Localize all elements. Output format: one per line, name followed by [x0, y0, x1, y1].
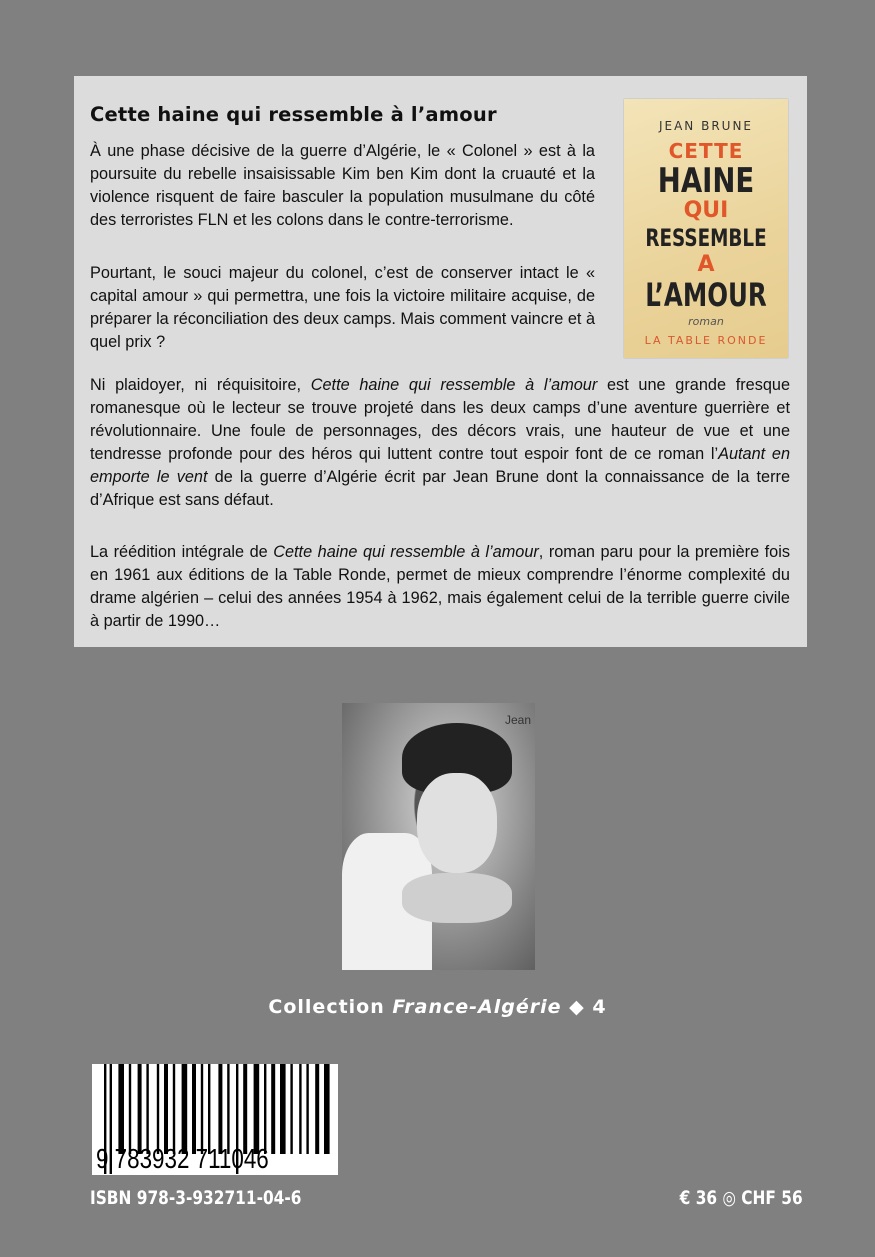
cover-line: A: [697, 252, 715, 277]
original-cover-image: [624, 99, 788, 358]
text: est une grande fresque romanesque où le lecteur se trouve projeté dans les deux camps d’une aventure guerrière et révolutionnaire. Une foule de personnages, des décors vrais, une hauteur de vue et une tendresse profonde pour des héros qui luttent contre tout espoir font de ce roman l’: [90, 376, 791, 463]
barcode-bar: [324, 1064, 330, 1154]
photo-caption: Jean: [504, 713, 531, 727]
cover-publisher: LA TABLE RONDE: [644, 334, 768, 347]
paragraph-2: Pourtant, le souci majeur du colonel, c’est de conserver intact le « capital amour » qui permettra, une fois la victoire militaire acquise, de préparer la réconciliation des deux camps. Mais comment vaincre et à quel prix ?: [90, 264, 595, 351]
cover-line: HAINE: [657, 161, 755, 201]
barcode-bar: [218, 1064, 222, 1154]
text: , roman paru pour la première fois en 1961 aux éditions de la Table Ronde, permet de mieux comprendre l’énorme complexité du drame algérien – celui des années 1954 à 1962, mais également celui de la terrible guerre civile à partir de 1990…: [90, 543, 790, 630]
paragraph-1: À une phase décisive de la guerre d’Algérie, le « Colonel » est à la poursuite du rebelle insaisissable Kim ben Kim dont la cruauté et la violence risquent de faire basculer la population musulmane du côté des terroristes FLN et les colons dans le contre-terrorisme.: [90, 142, 595, 229]
diamond-icon: ◆: [561, 996, 593, 1018]
collection-prefix: Collection: [268, 996, 393, 1018]
author-photo: [342, 703, 535, 970]
italic-title: Cette haine qui ressemble à l’amour: [310, 376, 598, 394]
barcode-bar: [254, 1064, 260, 1154]
barcode-bar: [208, 1064, 210, 1154]
book-title: Cette haine qui ressemble à l’amour: [90, 103, 497, 126]
barcode-bar: [164, 1064, 168, 1154]
italic-title: Cette haine qui ressemble à l’amour: [273, 543, 539, 561]
barcode-bar: [146, 1064, 148, 1154]
barcode-digits: 9 783932 711046: [96, 1143, 269, 1174]
barcode-bar: [201, 1064, 203, 1154]
barcode-bar: [227, 1064, 229, 1154]
text: de la guerre d’Algérie écrit par Jean Brune dont la connaissance de la terre d’Afrique est sans défaut.: [90, 468, 790, 509]
cover-author: JEAN BRUNE: [658, 119, 754, 133]
cover-line: RESSEMBLE: [645, 224, 767, 252]
barcode-bar: [192, 1064, 196, 1154]
barcode: [92, 1064, 338, 1175]
barcode-bar: [173, 1064, 175, 1154]
cover-genre: roman: [688, 315, 724, 328]
barcode-bar: [243, 1064, 247, 1154]
text: La réédition intégrale de: [90, 543, 274, 561]
cover-line: L’AMOUR: [645, 276, 767, 314]
barcode-bar: [182, 1064, 188, 1154]
barcode-bar: [280, 1064, 286, 1154]
barcode-bar: [315, 1064, 319, 1154]
italic-title: Autant en emporte le vent: [90, 445, 790, 486]
collection-name: France-Algérie: [392, 996, 562, 1018]
paragraph-3: [90, 374, 790, 512]
barcode-bar: [138, 1064, 142, 1154]
barcode-bar: [306, 1064, 308, 1154]
price: € 36 ◎ CHF 56: [679, 1187, 803, 1209]
paragraph-4: [90, 541, 790, 633]
barcode-bar: [157, 1064, 159, 1154]
barcode-bar: [271, 1064, 275, 1154]
barcode-bar: [118, 1064, 124, 1154]
collection-number: 4: [592, 996, 607, 1018]
text: Ni plaidoyer, ni réquisitoire,: [90, 376, 311, 394]
cover-line: CETTE: [668, 139, 744, 163]
cover-line: QUI: [683, 198, 729, 223]
barcode-bar: [290, 1064, 292, 1154]
barcode-bar: [264, 1064, 266, 1154]
isbn: ISBN 978-3-932711-04-6: [90, 1187, 302, 1209]
collection-line: [0, 996, 875, 1018]
barcode-bar: [129, 1064, 131, 1154]
barcode-bar: [299, 1064, 301, 1154]
